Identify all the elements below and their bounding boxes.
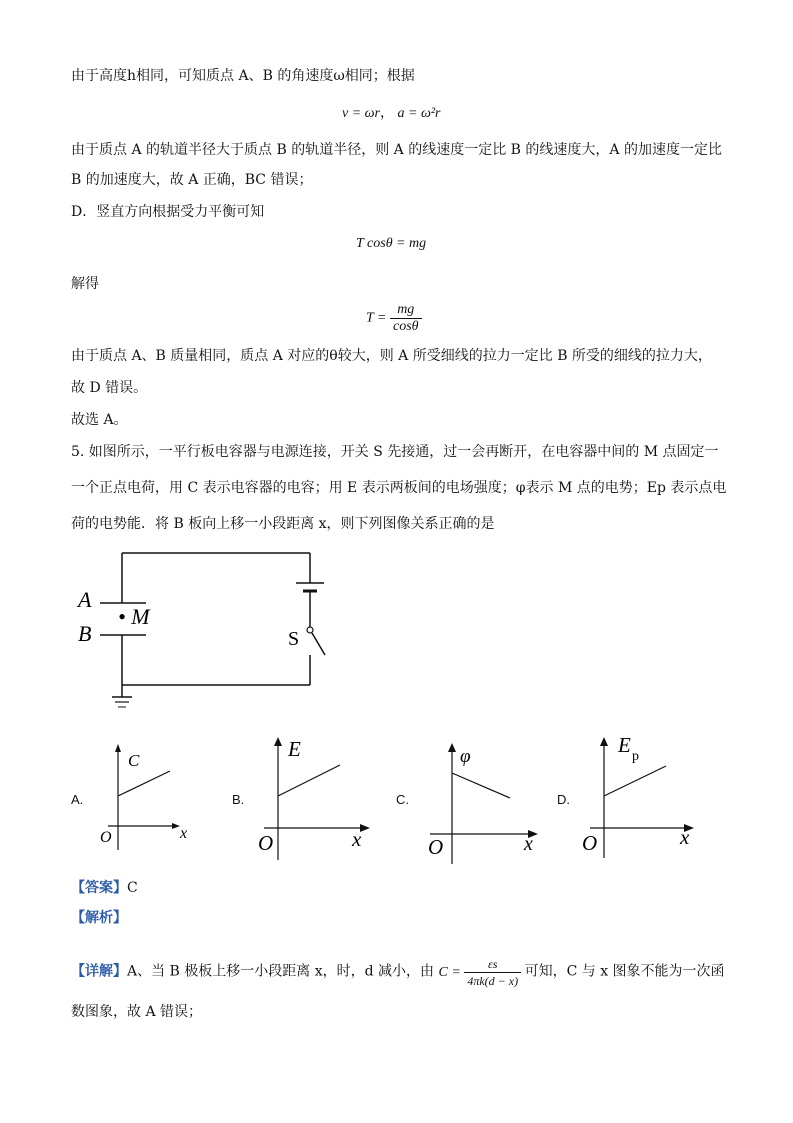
origin-label: O [582, 831, 598, 855]
equation-lhs: T = [366, 310, 387, 326]
y-axis-subscript: p [632, 749, 639, 764]
answer-label: 【答案】 [71, 880, 127, 896]
equation-part: v = ωr [342, 106, 380, 121]
graph-line [452, 773, 510, 798]
paragraph: 由于高度h相同，可知质点 A、B 的角速度ω相同；根据 [71, 68, 415, 84]
x-axis-label: x [180, 825, 188, 842]
paragraph: 由于质点 A 的轨道半径大于质点 B 的轨道半径，则 A 的线速度一定比 B 的线速度大，A 的加速度一定比 [71, 142, 722, 158]
paragraph: 故选 A。 [71, 412, 128, 428]
detail-line: 数图象，故 A 错误； [71, 1004, 203, 1020]
answer-value: C [127, 880, 138, 896]
choice-d-letter: D. [557, 792, 570, 807]
equation-separator: ， [380, 106, 394, 121]
plate-a-label: A [78, 587, 92, 612]
detail-label: 【详解】 [71, 963, 127, 980]
x-axis-label: x [352, 827, 362, 851]
denominator: cosθ [392, 319, 419, 334]
detail-text: 可知，C 与 x 图象不能为一次函 [524, 963, 725, 980]
y-axis-label: E [618, 733, 631, 757]
question-text: 荷的电势能．将 B 板向上移一小段距离 x，则下列图像关系正确的是 [71, 516, 495, 532]
x-axis-label: x [680, 825, 690, 849]
circuit-diagram [70, 545, 340, 720]
graph-line [278, 765, 340, 796]
point-m-label: • M [118, 604, 150, 629]
analysis-line [71, 908, 127, 928]
graph-b [254, 732, 374, 860]
x-axis-label: x [524, 833, 533, 855]
formula-denominator: 4πk(d − x) [467, 974, 519, 988]
origin-label: O [428, 835, 444, 859]
graph-c [424, 738, 544, 864]
formula-fraction [464, 956, 521, 989]
equation-part: a = ω²r [397, 106, 441, 121]
graph-line [118, 771, 170, 796]
paragraph: 故 D 错误。 [71, 380, 148, 396]
analysis-label: 【解析】 [71, 910, 127, 926]
equation [342, 102, 440, 122]
graph-a [96, 738, 206, 858]
y-axis-label: C [128, 751, 140, 770]
equation: T cosθ = mg [356, 236, 427, 251]
paragraph: 解得 [71, 276, 99, 292]
detail-text: A、当 B 极板上移一小段距离 x，时，d 减小，由 [127, 963, 435, 980]
switch-blade [312, 633, 325, 655]
question-text: 5. 如图所示，一平行板电容器与电源连接，开关 S 先接通，过一会再断开，在电容器中间的 M 点固定一 [71, 444, 719, 460]
origin-label: O [258, 831, 274, 855]
graph-line [604, 766, 666, 796]
answer-line [71, 878, 138, 898]
y-axis-label: E [288, 737, 301, 761]
question-text: 一个正点电荷，用 C 表示电容器的电容；用 E 表示两板间的电场强度；φ表示 M 点的电势；Ep 表示点电 [71, 480, 727, 496]
numerator: mg [390, 302, 422, 319]
origin-label: O [100, 829, 112, 846]
graph-d [580, 730, 700, 858]
choice-a-letter: A. [71, 792, 84, 807]
plate-b-label: B [78, 621, 92, 646]
switch-pivot [307, 627, 313, 633]
paragraph: B 的加速度大，故 A 正确，BC 错误； [71, 172, 313, 188]
choice-b-letter: B. [232, 792, 245, 807]
switch-label: S [288, 628, 300, 650]
paragraph: 由于质点 A、B 质量相同，质点 A 对应的θ较大，则 A 所受细线的拉力一定比 B 所受的细线的拉力大， [71, 348, 712, 364]
y-axis-label: φ [460, 746, 471, 767]
formula-lhs: C = [438, 964, 461, 980]
detail-line [71, 956, 725, 989]
choice-c-letter: C. [396, 792, 409, 807]
paragraph: D．竖直方向根据受力平衡可知 [71, 204, 265, 220]
equation-fraction [366, 302, 422, 335]
fraction [390, 302, 422, 335]
formula-numerator: εs [464, 956, 521, 973]
